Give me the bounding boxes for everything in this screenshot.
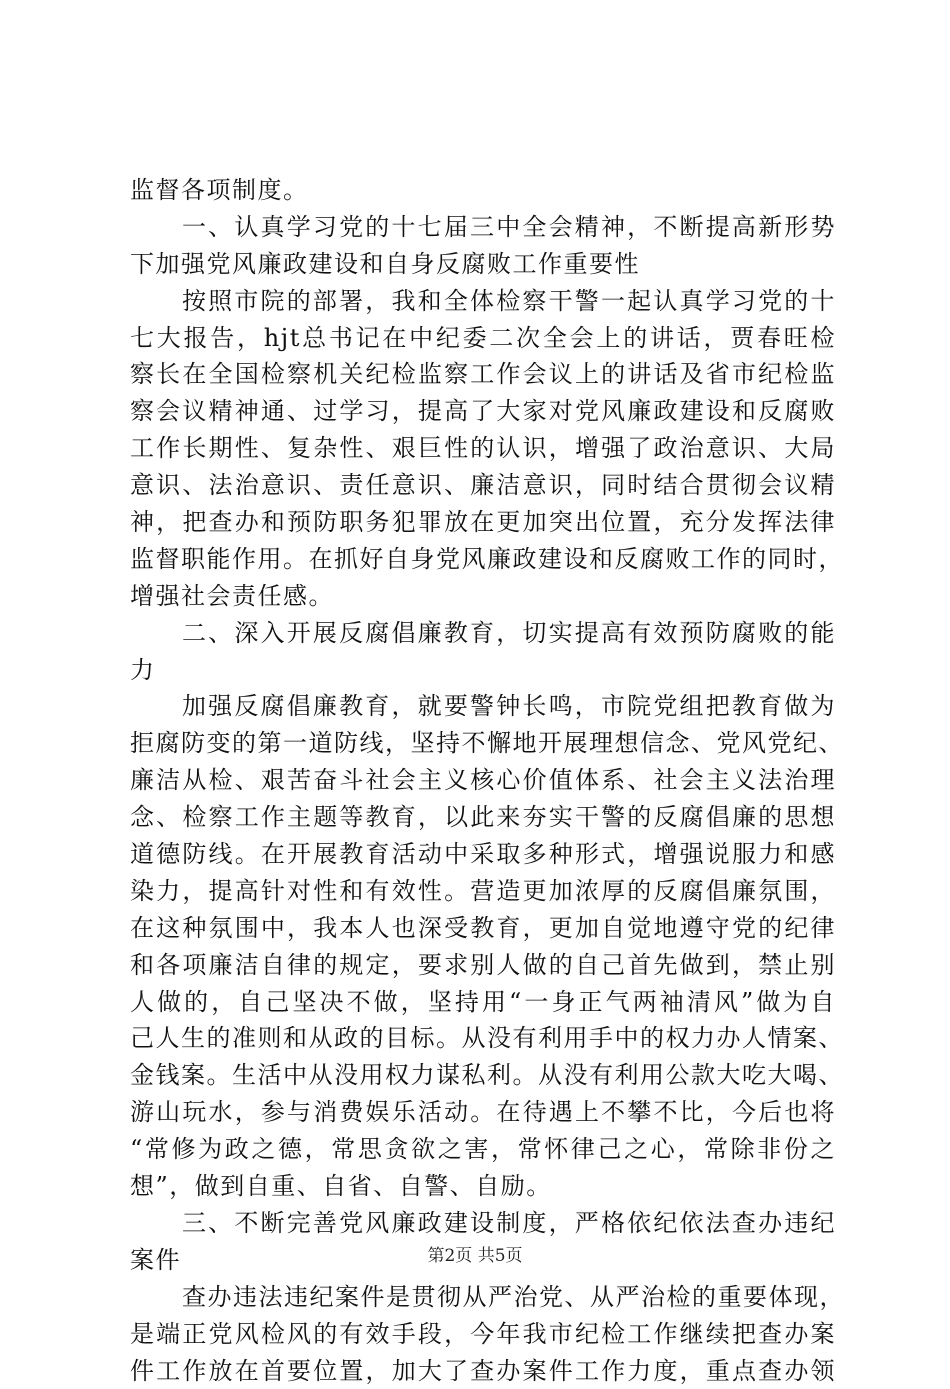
text-line: 察会议精神通、过学习，提高了大家对党风廉政建设和反腐败: [130, 393, 836, 430]
text-line: 金钱案。生活中从没用权力谋私利。从没有利用公款大吃大喝、: [130, 1057, 836, 1094]
text-line: 廉洁从检、艰苦奋斗社会主义核心价值体系、社会主义法治理: [130, 762, 836, 799]
text-line: 按照市院的部署，我和全体检察干警一起认真学习党的十: [130, 283, 836, 320]
text-line: 一、认真学习党的十七届三中全会精神，不断提高新形势: [130, 209, 836, 246]
text-line: 三、不断完善党风廉政建设制度，严格依纪依法查办违纪: [130, 1205, 836, 1242]
text-line: 查办违法违纪案件是贯彻从严治党、从严治检的重要体现，: [130, 1279, 836, 1316]
text-line: 是端正党风检风的有效手段，今年我市纪检工作继续把查办案: [130, 1316, 836, 1353]
text-line: 察长在全国检察机关纪检监察工作会议上的讲话及省市纪检监: [130, 356, 836, 393]
text-line: 案件: [130, 1242, 836, 1279]
text-line: 监督各项制度。: [130, 172, 836, 209]
text-line: 在这种氛围中，我本人也深受教育，更加自觉地遵守党的纪律: [130, 910, 836, 947]
text-line: 件工作放在首要位置，加大了查办案件工作力度，重点查办领: [130, 1353, 836, 1389]
text-line: 工作长期性、复杂性、艰巨性的认识，增强了政治意识、大局: [130, 430, 836, 467]
text-line: 增强社会责任感。: [130, 578, 836, 615]
text-line: 七大报告，hjt总书记在中纪委二次全会上的讲话，贾春旺检: [130, 320, 836, 357]
text-line: 念、检察工作主题等教育，以此来夯实干警的反腐倡廉的思想: [130, 799, 836, 836]
text-line: 二、深入开展反腐倡廉教育，切实提高有效预防腐败的能: [130, 615, 836, 652]
text-line: 己人生的准则和从政的目标。从没有利用手中的权力办人情案、: [130, 1020, 836, 1057]
text-line: 监督职能作用。在抓好自身党风廉政建设和反腐败工作的同时，: [130, 541, 836, 578]
text-line: 想”，做到自重、自省、自警、自励。: [130, 1168, 836, 1205]
text-line: 和各项廉洁自律的规定，要求别人做的自己首先做到，禁止别: [130, 947, 836, 984]
document-body: [130, 172, 836, 1389]
text-line: 拒腐防变的第一道防线，坚持不懈地开展理想信念、党风党纪、: [130, 725, 836, 762]
text-line: 人做的，自己坚决不做，坚持用“一身正气两袖清风”做为自: [130, 984, 836, 1021]
page-footer: 第2页 共5页: [0, 1244, 950, 1268]
text-line: 意识、法治意识、责任意识、廉洁意识，同时结合贯彻会议精: [130, 467, 836, 504]
text-line: 游山玩水，参与消费娱乐活动。在待遇上不攀不比，今后也将: [130, 1094, 836, 1131]
text-line: 下加强党风廉政建设和自身反腐败工作重要性: [130, 246, 836, 283]
text-line: 神，把查办和预防职务犯罪放在更加突出位置，充分发挥法律: [130, 504, 836, 541]
text-line: 力: [130, 652, 836, 689]
text-line: “常修为政之德，常思贪欲之害，常怀律己之心，常除非份之: [130, 1131, 836, 1168]
text-line: 加强反腐倡廉教育，就要警钟长鸣，市院党组把教育做为: [130, 688, 836, 725]
text-line: 道德防线。在开展教育活动中采取多种形式，增强说服力和感: [130, 836, 836, 873]
text-line: 染力，提高针对性和有效性。营造更加浓厚的反腐倡廉氛围，: [130, 873, 836, 910]
